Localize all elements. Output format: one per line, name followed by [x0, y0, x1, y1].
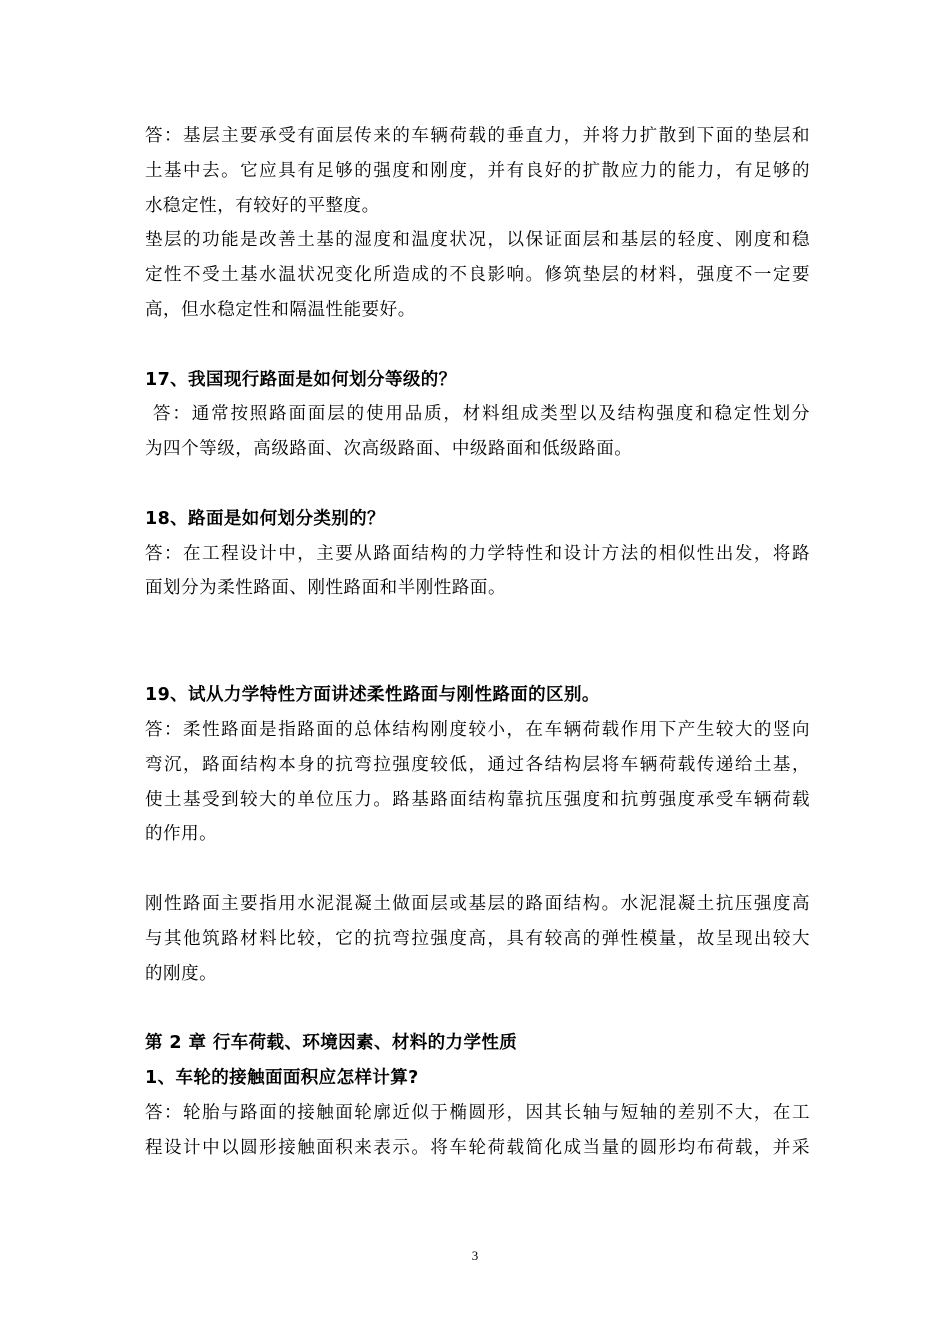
paragraph-line: 定性不受土基水温状况变化所造成的不良影响。修筑垫层的材料，强度不一定要	[145, 265, 810, 286]
paragraph-line: 高，但水稳定性和隔温性能要好。	[145, 299, 416, 320]
paragraph-line: 答：基层主要承受有面层传来的车辆荷载的垂直力，并将力扩散到下面的垫层和	[145, 126, 810, 146]
paragraph-line: 答：轮胎与路面的接触面轮廓近似于椭圆形，因其长轴与短轴的差别不大，在工	[145, 1102, 810, 1123]
spacer	[145, 658, 810, 678]
question-heading: 18、路面是如何划分类别的？	[145, 508, 385, 529]
spacer	[145, 606, 810, 658]
paragraph-line: 的作用。	[145, 824, 218, 845]
paragraph-line: 刚性路面主要指用水泥混凝土做面层或基层的路面结构。水泥混凝土抗压强度高	[145, 893, 810, 914]
spacer	[145, 328, 810, 363]
question-heading: 17、我国现行路面是如何划分等级的？	[145, 369, 457, 390]
paragraph-line: 与其他筑路材料比较，它的抗弯拉强度高，具有较高的弹性模量，故呈现出较大	[145, 928, 810, 949]
spacer	[145, 852, 810, 887]
paragraph-line: 答：柔性路面是指路面的总体结构刚度较小，在车辆荷载作用下产生较大的竖向	[145, 719, 810, 740]
question-heading: 19、试从力学特性方面讲述柔性路面与刚性路面的区别。	[145, 685, 600, 706]
document-page	[145, 119, 810, 1165]
paragraph-line: 为四个等级，高级路面、次高级路面、中级路面和低级路面。	[145, 439, 633, 460]
paragraph-line: 水稳定性，有较好的平整度。	[145, 195, 380, 216]
spacer	[145, 467, 810, 502]
spacer	[145, 991, 810, 1026]
chapter-heading: 第 2 章 行车荷载、环境因素、材料的力学性质	[145, 1033, 518, 1054]
paragraph-line: 土基中去。它应具有足够的强度和刚度，并有良好的扩散应力的能力，有足够的	[145, 160, 810, 181]
paragraph-line: 答：通常按照路面面层的使用品质，材料组成类型以及结构强度和稳定性划分	[153, 404, 810, 425]
paragraph-line: 弯沉，路面结构本身的抗弯拉强度较低，通过各结构层将车辆荷载传递给土基，	[145, 754, 810, 775]
paragraph-line: 面划分为柔性路面、刚性路面和半刚性路面。	[145, 578, 506, 599]
page-number: 3	[471, 1248, 479, 1263]
paragraph-line: 使土基受到较大的单位压力。路基路面结构靠抗压强度和抗剪强度承受车辆荷载	[145, 789, 810, 810]
paragraph-line: 垫层的功能是改善土基的湿度和温度状况，以保证面层和基层的轻度、刚度和稳	[145, 230, 810, 251]
paragraph-line: 的刚度。	[145, 963, 218, 984]
paragraph-line: 程设计中以圆形接触面积来表示。将车轮荷载简化成当量的圆形均布荷载，并采	[145, 1137, 810, 1158]
paragraph-line: 答：在工程设计中，主要从路面结构的力学特性和设计方法的相似性出发，将路	[145, 543, 810, 564]
question-heading: 1、车轮的接触面面积应怎样计算?	[145, 1067, 419, 1088]
